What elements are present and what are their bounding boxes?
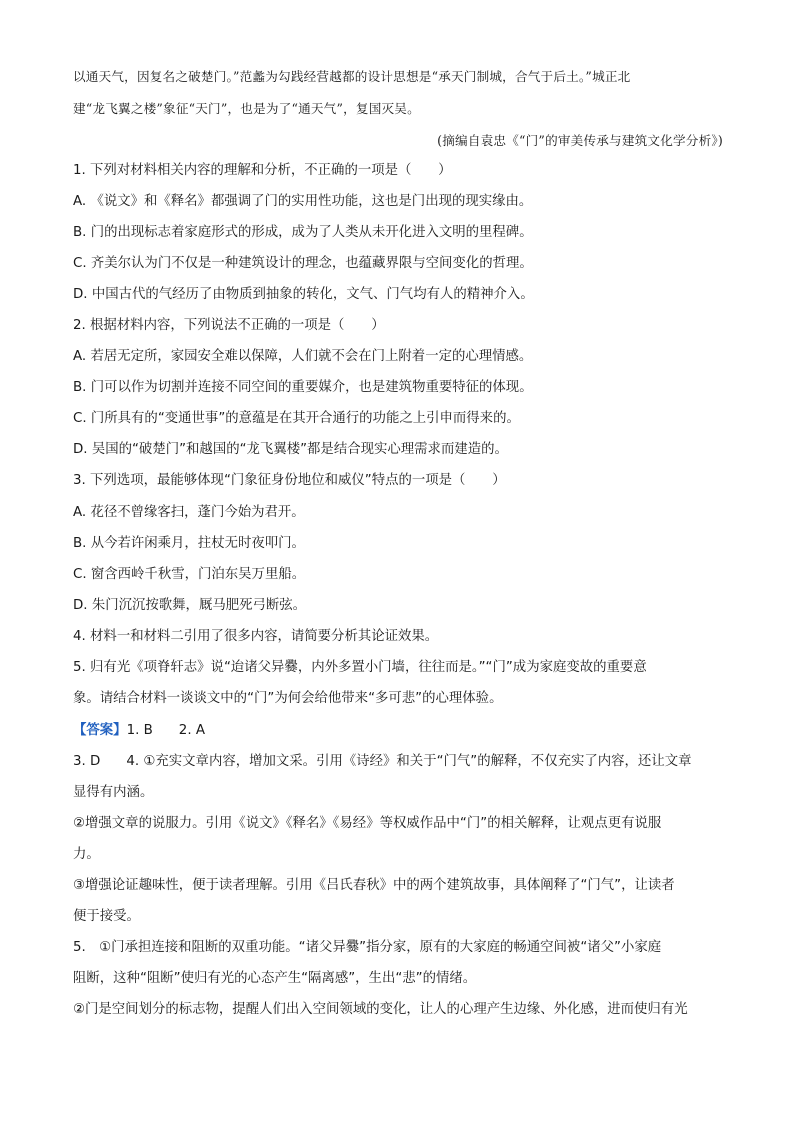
answer-tag: 【答案】 [73, 723, 127, 738]
question-1-stem: 1. 下列对材料相关内容的理解和分析，不正确的一项是（ ） [73, 163, 452, 178]
question-5-stem: 5. 归有光《项脊轩志》说“迨诸父异爨，内外多置小门墙，往往而是。”“门”成为家庭变故的重要意 [73, 660, 647, 675]
answer-5-text: 5. ①门承担连接和阻断的双重功能。“诸父异爨”指分家，原有的大家庭的畅通空间被“诸父”小家庭 [73, 940, 662, 955]
question-1-option-b: B. 门的出现标志着家庭形式的形成，成为了人类从未开化进入文明的里程碑。 [73, 225, 533, 240]
answer-3: 3. D [73, 754, 101, 769]
question-3-option-a: A. 花径不曾缘客扫，蓬门今始为君开。 [73, 505, 305, 520]
answer-4-text: ③增强论证趣味性，便于读者理解。引用《吕氏春秋》中的两个建筑故事，具体阐释了“门气”，让读者 [73, 878, 675, 893]
answer-4-text: 便于接受。 [73, 909, 140, 924]
question-2-option-d: D. 吴国的“破楚门”和越国的“龙飞翼楼”都是结合现实心理需求而建造的。 [73, 442, 508, 457]
question-4-stem: 4. 材料一和材料二引用了很多内容，请简要分析其论证效果。 [73, 629, 439, 644]
passage-source: (摘编自袁忠《“门”的审美传承与建筑文化学分析》) [437, 133, 723, 148]
passage-line: 以通天气，因复名之破楚门。”范蠡为勾践经营越都的设计思想是“承天门制城，合气于后土。”城正北 [73, 69, 631, 84]
question-1-option-a: A. 《说文》和《释名》都强调了门的实用性功能，这也是门出现的现实缘由。 [73, 194, 533, 209]
answer-4: 4. ①充实文章内容，增加文采。引用《诗经》和关于“门气”的解释，不仅充实了内容，还让文章 [126, 754, 692, 769]
answer-4-text: 力。 [73, 847, 100, 862]
answer-row [73, 752, 723, 772]
question-3-option-c: C. 窗含西岭千秋雪，门泊东吴万里船。 [73, 567, 306, 582]
question-2-option-a: A. 若居无定所，家园安全难以保障，人们就不会在门上附着一定的心理情感。 [73, 349, 533, 364]
passage-line: 建“龙飞翼之楼”象征“天门”，也是为了“通天气”，复国灭吴。 [73, 101, 420, 116]
question-3-option-d: D. 朱门沉沉按歌舞，厩马肥死弓断弦。 [73, 598, 307, 613]
question-3-option-b: B. 从今若许闲乘月，拄杖无时夜叩门。 [73, 536, 305, 551]
question-2-option-c: C. 门所具有的“变通世事”的意蕴是在其开合通行的功能之上引申而得来的。 [73, 411, 520, 426]
question-3-stem: 3. 下列选项，最能够体现“门象征身份地位和威仪”特点的一项是（ ） [73, 473, 506, 488]
answer-4-text: 显得有内涵。 [73, 785, 154, 800]
answer-5-text: ②门是空间划分的标志物，提醒人们出入空间领域的变化，让人的心理产生边缘、外化感，进而使归有光 [73, 1002, 688, 1017]
answer-5-text: 阻断，这种“阻断”使归有光的心态产生“隔离感”，生出“悲”的情绪。 [73, 971, 477, 986]
question-1-option-d: D. 中国古代的气经历了由物质到抽象的转化，文气、门气均有人的精神介入。 [73, 287, 534, 302]
answer-1: 1. B [126, 723, 153, 738]
question-5-stem: 象。请结合材料一谈谈文中的“门”为何会给他带来“多可悲”的心理体验。 [73, 691, 503, 706]
answer-4-text: ②增强文章的说服力。引用《说文》《释名》《易经》等权威作品中“门”的相关解释，让观点更有说服 [73, 816, 662, 831]
question-2-option-b: B. 门可以作为切割并连接不同空间的重要媒介，也是建筑物重要特征的体现。 [73, 380, 533, 395]
answer-row [73, 721, 723, 741]
answer-2: 2. A [178, 723, 205, 738]
question-2-stem: 2. 根据材料内容，下列说法不正确的一项是（ ） [73, 318, 385, 333]
question-1-option-c: C. 齐美尔认为门不仅是一种建筑设计的理念，也蕴藏界限与空间变化的哲理。 [73, 256, 533, 271]
